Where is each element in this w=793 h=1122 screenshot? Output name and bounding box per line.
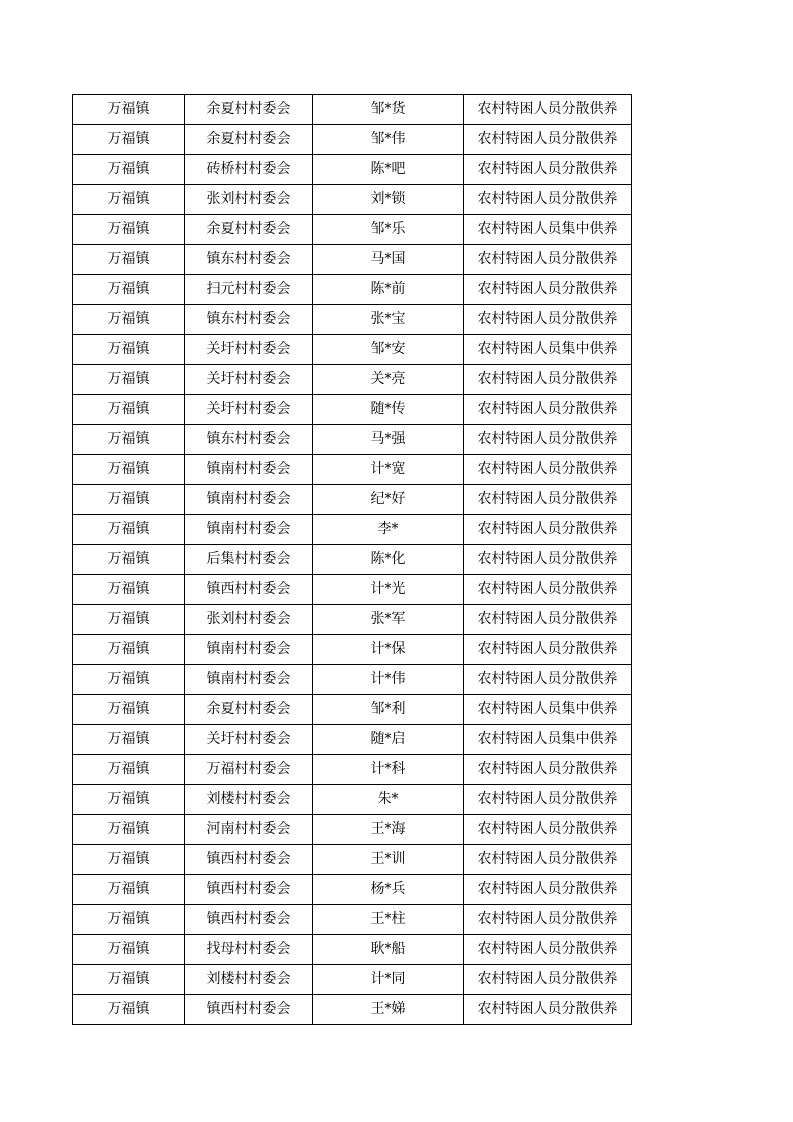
town-cell: 万福镇 bbox=[73, 785, 185, 815]
support-type-cell: 农村特困人员分散供养 bbox=[464, 605, 632, 635]
person-name-cell: 陈*前 bbox=[313, 275, 464, 305]
person-name-cell: 马*强 bbox=[313, 425, 464, 455]
person-name-cell: 陈*吧 bbox=[313, 155, 464, 185]
table-row bbox=[73, 815, 632, 845]
town-cell: 万福镇 bbox=[73, 365, 185, 395]
village-committee-cell: 镇西村村委会 bbox=[185, 875, 313, 905]
support-type-cell: 农村特困人员分散供养 bbox=[464, 515, 632, 545]
support-type-cell: 农村特困人员分散供养 bbox=[464, 155, 632, 185]
town-cell: 万福镇 bbox=[73, 755, 185, 785]
town-cell: 万福镇 bbox=[73, 725, 185, 755]
table-row bbox=[73, 965, 632, 995]
recipient-table bbox=[72, 94, 632, 1025]
town-cell: 万福镇 bbox=[73, 215, 185, 245]
table-row bbox=[73, 425, 632, 455]
person-name-cell: 王*海 bbox=[313, 815, 464, 845]
village-committee-cell: 后集村村委会 bbox=[185, 545, 313, 575]
village-committee-cell: 镇东村村委会 bbox=[185, 305, 313, 335]
village-committee-cell: 关圩村村委会 bbox=[185, 395, 313, 425]
village-committee-cell: 镇南村村委会 bbox=[185, 665, 313, 695]
support-type-cell: 农村特困人员分散供养 bbox=[464, 965, 632, 995]
person-name-cell: 关*亮 bbox=[313, 365, 464, 395]
town-cell: 万福镇 bbox=[73, 905, 185, 935]
town-cell: 万福镇 bbox=[73, 95, 185, 125]
support-type-cell: 农村特困人员分散供养 bbox=[464, 305, 632, 335]
person-name-cell: 张*军 bbox=[313, 605, 464, 635]
person-name-cell: 邹*利 bbox=[313, 695, 464, 725]
table-row bbox=[73, 635, 632, 665]
town-cell: 万福镇 bbox=[73, 545, 185, 575]
village-committee-cell: 镇西村村委会 bbox=[185, 995, 313, 1025]
person-name-cell: 计*科 bbox=[313, 755, 464, 785]
support-type-cell: 农村特困人员分散供养 bbox=[464, 815, 632, 845]
village-committee-cell: 余夏村村委会 bbox=[185, 95, 313, 125]
town-cell: 万福镇 bbox=[73, 305, 185, 335]
person-name-cell: 张*宝 bbox=[313, 305, 464, 335]
village-committee-cell: 关圩村村委会 bbox=[185, 725, 313, 755]
village-committee-cell: 张刘村村委会 bbox=[185, 605, 313, 635]
town-cell: 万福镇 bbox=[73, 395, 185, 425]
table-row bbox=[73, 365, 632, 395]
support-type-cell: 农村特困人员分散供养 bbox=[464, 785, 632, 815]
town-cell: 万福镇 bbox=[73, 485, 185, 515]
person-name-cell: 王*训 bbox=[313, 845, 464, 875]
support-type-cell: 农村特困人员分散供养 bbox=[464, 485, 632, 515]
village-committee-cell: 扫元村村委会 bbox=[185, 275, 313, 305]
table-row bbox=[73, 725, 632, 755]
table-row bbox=[73, 845, 632, 875]
village-committee-cell: 镇西村村委会 bbox=[185, 575, 313, 605]
support-type-cell: 农村特困人员分散供养 bbox=[464, 935, 632, 965]
person-name-cell: 计*伟 bbox=[313, 665, 464, 695]
village-committee-cell: 张刘村村委会 bbox=[185, 185, 313, 215]
table-row bbox=[73, 245, 632, 275]
table-row bbox=[73, 395, 632, 425]
town-cell: 万福镇 bbox=[73, 995, 185, 1025]
person-name-cell: 王*娣 bbox=[313, 995, 464, 1025]
table-row bbox=[73, 545, 632, 575]
town-cell: 万福镇 bbox=[73, 845, 185, 875]
person-name-cell: 王*柱 bbox=[313, 905, 464, 935]
support-type-cell: 农村特困人员分散供养 bbox=[464, 395, 632, 425]
support-type-cell: 农村特困人员分散供养 bbox=[464, 635, 632, 665]
support-type-cell: 农村特困人员分散供养 bbox=[464, 275, 632, 305]
table-row bbox=[73, 515, 632, 545]
person-name-cell: 邹*伟 bbox=[313, 125, 464, 155]
town-cell: 万福镇 bbox=[73, 875, 185, 905]
town-cell: 万福镇 bbox=[73, 815, 185, 845]
village-committee-cell: 镇南村村委会 bbox=[185, 515, 313, 545]
person-name-cell: 李* bbox=[313, 515, 464, 545]
town-cell: 万福镇 bbox=[73, 935, 185, 965]
support-type-cell: 农村特困人员分散供养 bbox=[464, 545, 632, 575]
village-committee-cell: 镇西村村委会 bbox=[185, 845, 313, 875]
town-cell: 万福镇 bbox=[73, 425, 185, 455]
person-name-cell: 刘*锁 bbox=[313, 185, 464, 215]
support-type-cell: 农村特困人员分散供养 bbox=[464, 125, 632, 155]
person-name-cell: 邹*乐 bbox=[313, 215, 464, 245]
table-row bbox=[73, 485, 632, 515]
support-type-cell: 农村特困人员分散供养 bbox=[464, 185, 632, 215]
person-name-cell: 耿*船 bbox=[313, 935, 464, 965]
village-committee-cell: 镇西村村委会 bbox=[185, 905, 313, 935]
village-committee-cell: 镇东村村委会 bbox=[185, 245, 313, 275]
table-row bbox=[73, 305, 632, 335]
table-row bbox=[73, 275, 632, 305]
support-type-cell: 农村特困人员分散供养 bbox=[464, 245, 632, 275]
person-name-cell: 随*传 bbox=[313, 395, 464, 425]
village-committee-cell: 镇南村村委会 bbox=[185, 485, 313, 515]
support-type-cell: 农村特困人员分散供养 bbox=[464, 575, 632, 605]
person-name-cell: 邹*货 bbox=[313, 95, 464, 125]
town-cell: 万福镇 bbox=[73, 635, 185, 665]
table-row bbox=[73, 755, 632, 785]
village-committee-cell: 余夏村村委会 bbox=[185, 215, 313, 245]
table-row bbox=[73, 605, 632, 635]
village-committee-cell: 万福村村委会 bbox=[185, 755, 313, 785]
person-name-cell: 陈*化 bbox=[313, 545, 464, 575]
person-name-cell: 朱* bbox=[313, 785, 464, 815]
table-row bbox=[73, 665, 632, 695]
village-committee-cell: 镇东村村委会 bbox=[185, 425, 313, 455]
town-cell: 万福镇 bbox=[73, 575, 185, 605]
town-cell: 万福镇 bbox=[73, 515, 185, 545]
town-cell: 万福镇 bbox=[73, 455, 185, 485]
table-row bbox=[73, 125, 632, 155]
village-committee-cell: 刘楼村村委会 bbox=[185, 965, 313, 995]
town-cell: 万福镇 bbox=[73, 125, 185, 155]
village-committee-cell: 余夏村村委会 bbox=[185, 695, 313, 725]
table-row bbox=[73, 905, 632, 935]
table-row bbox=[73, 995, 632, 1025]
person-name-cell: 杨*兵 bbox=[313, 875, 464, 905]
support-type-cell: 农村特困人员集中供养 bbox=[464, 215, 632, 245]
table-row bbox=[73, 95, 632, 125]
support-type-cell: 农村特困人员分散供养 bbox=[464, 365, 632, 395]
support-type-cell: 农村特困人员分散供养 bbox=[464, 455, 632, 485]
table-row bbox=[73, 575, 632, 605]
village-committee-cell: 镇南村村委会 bbox=[185, 455, 313, 485]
support-type-cell: 农村特困人员分散供养 bbox=[464, 845, 632, 875]
town-cell: 万福镇 bbox=[73, 185, 185, 215]
town-cell: 万福镇 bbox=[73, 335, 185, 365]
table-row bbox=[73, 875, 632, 905]
support-type-cell: 农村特困人员分散供养 bbox=[464, 995, 632, 1025]
table-row bbox=[73, 455, 632, 485]
table-body bbox=[73, 95, 632, 1025]
support-type-cell: 农村特困人员分散供养 bbox=[464, 95, 632, 125]
village-committee-cell: 关圩村村委会 bbox=[185, 335, 313, 365]
village-committee-cell: 砖桥村村委会 bbox=[185, 155, 313, 185]
village-committee-cell: 关圩村村委会 bbox=[185, 365, 313, 395]
person-name-cell: 计*光 bbox=[313, 575, 464, 605]
table-row bbox=[73, 785, 632, 815]
town-cell: 万福镇 bbox=[73, 665, 185, 695]
town-cell: 万福镇 bbox=[73, 245, 185, 275]
table-row bbox=[73, 335, 632, 365]
person-name-cell: 随*启 bbox=[313, 725, 464, 755]
table-row bbox=[73, 155, 632, 185]
person-name-cell: 计*保 bbox=[313, 635, 464, 665]
support-type-cell: 农村特困人员集中供养 bbox=[464, 695, 632, 725]
table-row bbox=[73, 695, 632, 725]
person-name-cell: 计*同 bbox=[313, 965, 464, 995]
person-name-cell: 马*国 bbox=[313, 245, 464, 275]
town-cell: 万福镇 bbox=[73, 605, 185, 635]
support-type-cell: 农村特困人员集中供养 bbox=[464, 335, 632, 365]
town-cell: 万福镇 bbox=[73, 695, 185, 725]
support-type-cell: 农村特困人员分散供养 bbox=[464, 875, 632, 905]
support-type-cell: 农村特困人员分散供养 bbox=[464, 665, 632, 695]
village-committee-cell: 河南村村委会 bbox=[185, 815, 313, 845]
village-committee-cell: 余夏村村委会 bbox=[185, 125, 313, 155]
table-row bbox=[73, 185, 632, 215]
village-committee-cell: 找母村村委会 bbox=[185, 935, 313, 965]
town-cell: 万福镇 bbox=[73, 965, 185, 995]
person-name-cell: 邹*安 bbox=[313, 335, 464, 365]
person-name-cell: 计*宽 bbox=[313, 455, 464, 485]
person-name-cell: 纪*好 bbox=[313, 485, 464, 515]
support-type-cell: 农村特困人员分散供养 bbox=[464, 905, 632, 935]
village-committee-cell: 刘楼村村委会 bbox=[185, 785, 313, 815]
table-row bbox=[73, 935, 632, 965]
town-cell: 万福镇 bbox=[73, 155, 185, 185]
support-type-cell: 农村特困人员集中供养 bbox=[464, 725, 632, 755]
table-row bbox=[73, 215, 632, 245]
support-type-cell: 农村特困人员分散供养 bbox=[464, 425, 632, 455]
town-cell: 万福镇 bbox=[73, 275, 185, 305]
support-type-cell: 农村特困人员分散供养 bbox=[464, 755, 632, 785]
village-committee-cell: 镇南村村委会 bbox=[185, 635, 313, 665]
